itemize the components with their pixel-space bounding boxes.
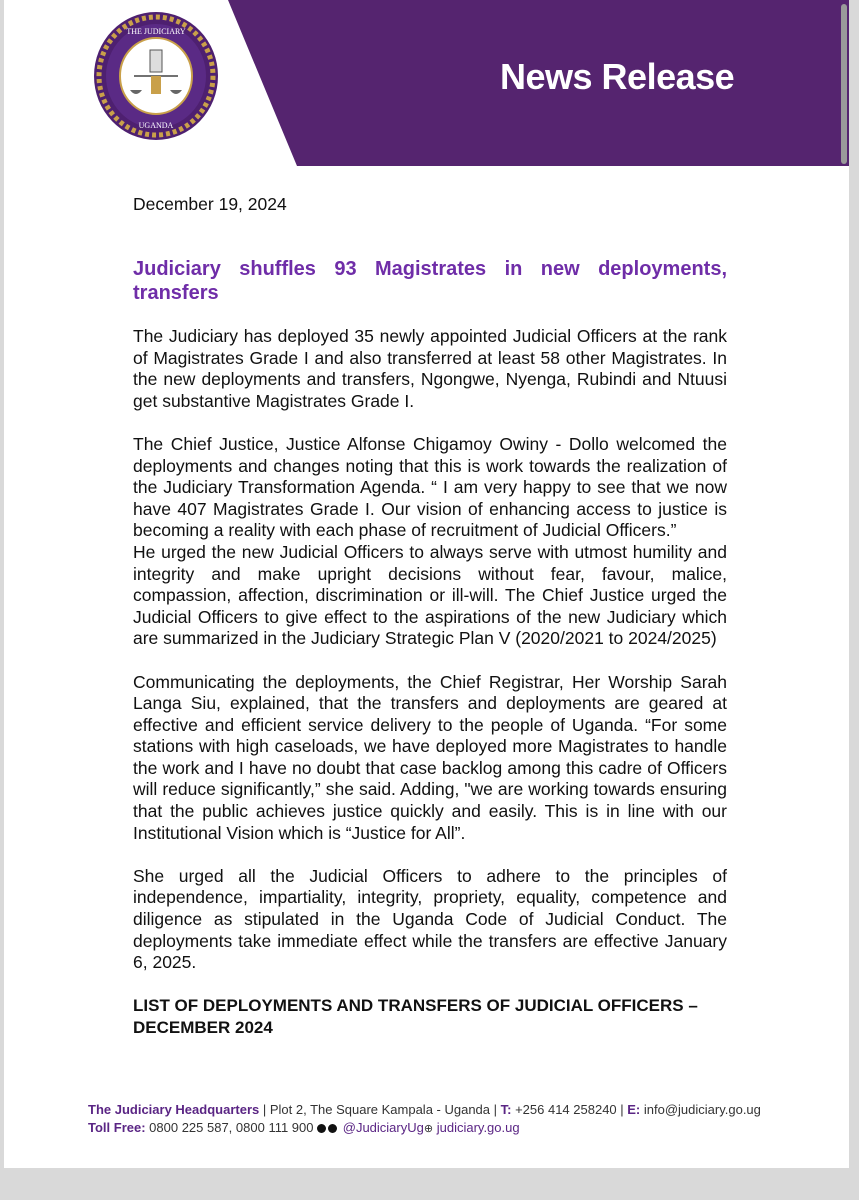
release-date: December 19, 2024	[133, 194, 287, 214]
hq-label: The Judiciary Headquarters	[88, 1102, 260, 1117]
headline: Judiciary shuffles 93 Magistrates in new deployments, transfers	[133, 258, 727, 304]
phone: +256 414 258240 |	[511, 1102, 628, 1117]
article-body	[133, 326, 727, 1060]
paragraph: The Judiciary has deployed 35 newly appointed Judicial Officers at the rank of Magistrates Grade I and also transferred at least 58 other Magistrates. In the new deployments and transfers, Ngongwe, Nyenga, Rubindi and Ntuusi get substantive Magistrates Grade I.	[133, 326, 727, 411]
list-heading: LIST OF DEPLOYMENTS AND TRANSFERS OF JUDICIAL OFFICERS – DECEMBER 2024	[133, 996, 698, 1037]
judiciary-logo	[90, 10, 222, 142]
news-release-title: News Release	[500, 56, 735, 97]
paragraph: The Chief Justice, Justice Alfonse Chigamoy Owiny - Dollo welcomed the deployments and changes noting that this is work towards the realization of the Judiciary Transformation Agenda. “ I am very happy to see that we now have 407 Magistrates Grade I. Our vision of enhancing access to justice is becoming a reality with each phase of recruitment of Judicial Officers.”	[133, 433, 727, 541]
address: | Plot 2, The Square Kampala - Uganda |	[259, 1102, 501, 1117]
phone-label: T:	[500, 1102, 512, 1117]
globe-icon: ⊕	[423, 1123, 434, 1135]
paragraph: Communicating the deployments, the Chief Registrar, Her Worship Sarah Langa Siu, explained, that the transfers and deployments are geared at effective and efficient service delivery to the people of Uganda. “For some stations with high caseloads, we have deployed more Magistrates to handle the work and I have no doubt that case backlog among this cadre of Officers will reduce significantly,” she said. Adding, "we are working towards ensuring that the public achieves justice quickly and easily. This is in line with our Institutional Vision which is “Justice for All”.	[133, 671, 727, 843]
paragraph: He urged the new Judicial Officers to always serve with utmost humility and integrity and make upright decisions without fear, favour, malice, compassion, affection, discrimination or ill-will. The Chief Justice urged the Judicial Officers to give effect to the aspirations of the new Judiciary which are summarized in the Judiciary Strategic Plan V (2020/2021 to 2024/2025)	[133, 541, 727, 649]
svg-text:THE JUDICIARY: THE JUDICIARY	[126, 27, 186, 36]
paragraph: She urged all the Judicial Officers to adhere to the principles of independence, impartiality, integrity, propriety, equality, competence and diligence as stipulated in the Uganda Code of Judicial Conduct. The deployments take immediate effect while the transfers are effective January 6, 2025.	[133, 865, 727, 973]
website-link[interactable]: judiciary.go.ug	[436, 1120, 520, 1135]
email-label: E:	[627, 1102, 641, 1117]
social-handle[interactable]: @JudiciaryUg	[342, 1120, 424, 1135]
twitter-icon[interactable]	[328, 1124, 337, 1133]
footer	[88, 1101, 761, 1138]
svg-text:UGANDA: UGANDA	[138, 121, 174, 130]
facebook-icon[interactable]	[317, 1124, 326, 1133]
toll-free-label: Toll Free:	[88, 1120, 146, 1135]
email-link[interactable]: info@judiciary.go.ug	[640, 1102, 761, 1117]
scrollbar[interactable]	[841, 4, 847, 164]
toll-free-numbers: 0800 225 587, 0800 111 900	[145, 1120, 318, 1135]
